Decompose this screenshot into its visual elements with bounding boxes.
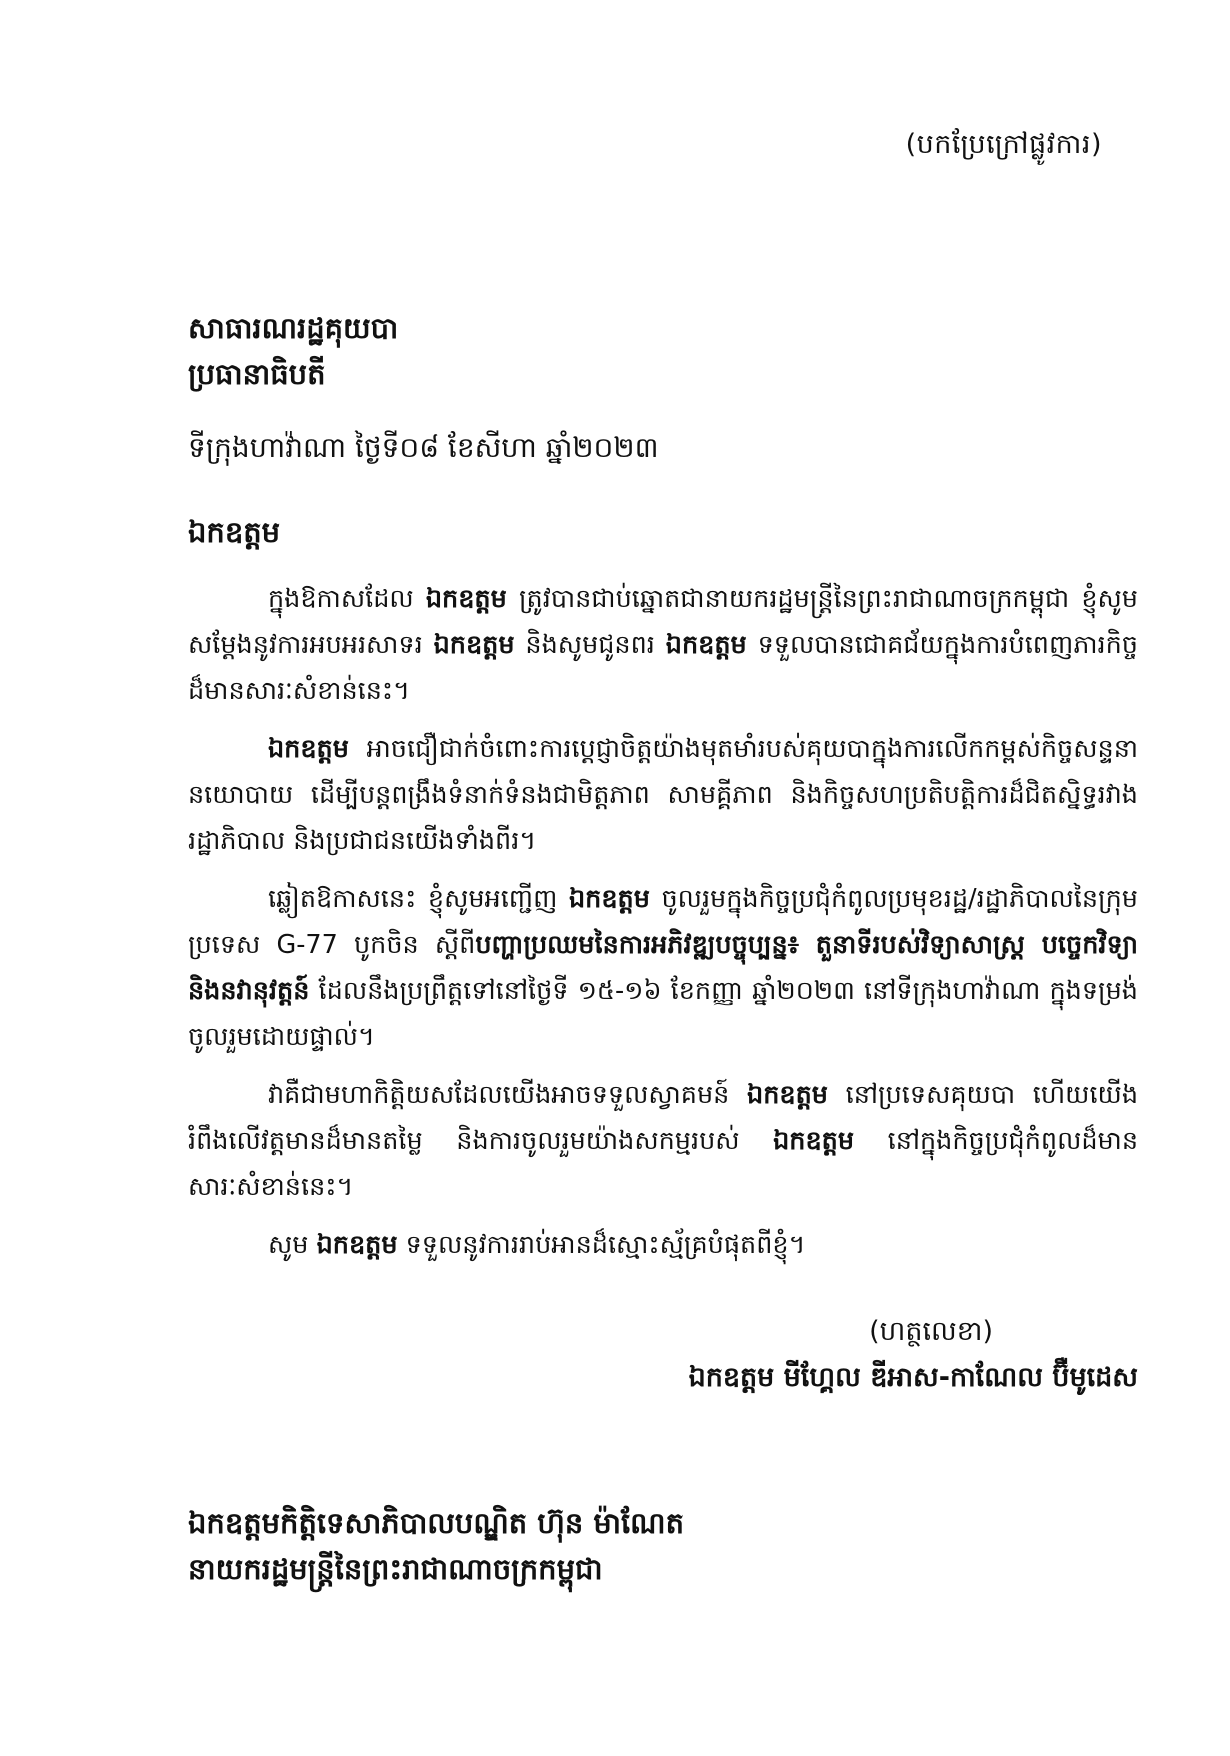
p5-text-a: សូម	[268, 1230, 317, 1260]
paragraph-2	[188, 726, 1138, 864]
paragraph-1	[188, 576, 1138, 714]
p1-text-c: និងសូមជូនពរ	[514, 630, 666, 660]
paragraph-3	[188, 876, 1138, 1060]
addressee-block	[188, 1500, 1138, 1592]
title-ref: ឯកឧត្តម	[268, 734, 349, 764]
title-ref: ឯកឧត្តម	[433, 630, 515, 660]
p1-text-b: ត្រូវបានជាប់ឆ្នោតជានាយករដ្ឋមន្ត្រីនៃព្រះរាជាណាចក្រកម្ពុជា ខ្ញុំសូមសម្តែងនូវការអបអរសាទរ	[188, 584, 1138, 660]
p3-text-b: ចូលរួមក្នុងកិច្ចប្រជុំកំពូលប្រមុខរដ្ឋ/រដ្ឋាភិបាលនៃក្រុមប្រទេស G-77 បូកចិន ស្តីពី	[188, 884, 1138, 960]
p3-text-a: ឆ្លៀតឱកាសនេះ ខ្ញុំសូមអញ្ជើញ	[268, 884, 569, 914]
title-ref: ឯកឧត្តម	[316, 1230, 398, 1260]
p1-text-a: ក្នុងឱកាសដែល	[268, 584, 426, 614]
p4-text-a: វាគឺជាមហាកិត្តិយសដែលយើងអាចទទួលស្វាគមន៍	[268, 1080, 748, 1110]
p1-text-d: ទទួលបានជោគជ័យក្នុងការបំពេញភារកិច្ចដ៏មានសារៈសំខាន់នេះ។	[188, 630, 1138, 706]
p5-text-b: ទទួលនូវការរាប់អានដ៏ស្មោះស្ម័គ្របំផុតពីខ្ញុំ។	[397, 1230, 806, 1260]
title-ref: ឯកឧត្តម	[773, 1126, 855, 1156]
addressee-name: ឯកឧត្តមកិត្តិទេសាភិបាលបណ្ឌិត ហ៊ុន ម៉ាណែត	[188, 1506, 684, 1540]
paragraph-5	[188, 1222, 1138, 1268]
translation-note: (បកប្រែក្រៅផ្លូវការ)	[905, 129, 1102, 160]
title-ref: ឯកឧត្តម	[665, 630, 747, 660]
title-ref: ឯកឧត្តម	[747, 1080, 828, 1110]
addressee-title: នាយករដ្ឋមន្ត្រីនៃព្រះរាជាណាចក្រកម្ពុជា	[188, 1552, 603, 1586]
salutation: ឯកឧត្តម	[188, 515, 281, 549]
letter-body	[188, 576, 1138, 1280]
recipient-block	[188, 305, 1138, 397]
title-ref: ឯកឧត្តម	[568, 884, 650, 914]
signer-name: ឯកឧត្តម មីហ្គែល ឌីអាស-កាណែល ប៊ឺមូដេស	[688, 1362, 1138, 1393]
recipient-country: សាធារណរដ្ឋគុយបា	[188, 311, 399, 345]
signature-label: (ហត្ថលេខា)	[869, 1316, 993, 1347]
signature-block	[689, 1310, 1138, 1402]
title-ref: ឯកឧត្តម	[425, 584, 507, 614]
p2-text-a: អាចជឿជាក់ចំពោះការប្តេជ្ញាចិត្តយ៉ាងមុតមាំរបស់គុយបាក្នុងការលើកកម្ពស់កិច្ចសន្ទនានយោបាយ ដើម្បីបន្តពង្រឹងទំនាក់ទំនងជាមិត្តភាព សាមគ្គីភាព និងកិច្ចសហប្រតិបត្តិការដ៏ជិតស្និទ្ធរវាងរដ្ឋាភិបាល និងប្រជាជនយើងទាំងពីរ។	[188, 734, 1138, 856]
p3-text-c: ដែលនឹងប្រព្រឹត្តទៅនៅថ្ងៃទី ១៥-១៦ ខែកញ្ញា ឆ្នាំ២០២៣ នៅទីក្រុងហាវ៉ាណា ក្នុងទម្រង់ចូលរួមដោយផ្ទាល់។	[188, 976, 1138, 1052]
date-line: ទីក្រុងហាវ៉ាណា ថ្ងៃទី០៨ ខែសីហា ឆ្នាំ២០២៣	[188, 431, 659, 464]
p4-text-c: នៅក្នុងកិច្ចប្រជុំកំពូលដ៏មានសារៈសំខាន់នេះ។	[188, 1126, 1139, 1202]
recipient-office: ប្រធានាធិបតី	[188, 357, 326, 391]
paragraph-4	[188, 1072, 1138, 1210]
p4-text-b: នៅប្រទេសគុយបា ហើយយើងរំពឹងលើវត្តមានដ៏មានតម្លៃ និងការចូលរួមយ៉ាងសកម្មរបស់	[188, 1080, 1139, 1156]
summit-topic: បញ្ហាប្រឈមនៃការអភិវឌ្ឍបច្ចុប្បន្ន៖ តួនាទីរបស់វិទ្យាសាស្ត្រ បច្ចេកវិទ្យា និងនវានុវត្តន៍	[188, 930, 1138, 1006]
